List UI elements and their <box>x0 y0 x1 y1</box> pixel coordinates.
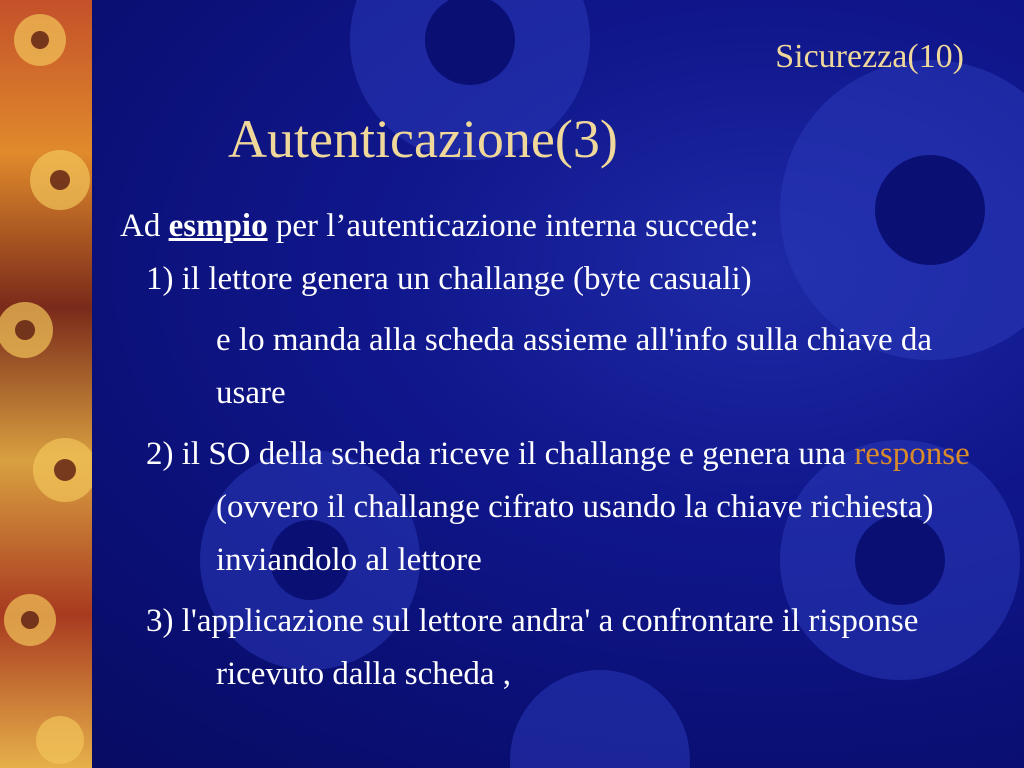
step-2-post: (ovvero il challange cifrato usando la chiave richiesta) inviandolo al lettore <box>216 489 934 578</box>
intro-emphasis: esmpio <box>168 208 268 244</box>
intro-pre: Ad <box>120 208 169 244</box>
step-2-accent: response <box>854 436 970 472</box>
intro-post: per l’autenticazione interna succede: <box>267 208 759 244</box>
slide-body <box>120 200 1000 701</box>
step-2-pre: 2) il SO della scheda riceve il challange e genera una <box>146 436 855 472</box>
step-2 <box>120 428 1000 587</box>
step-1: 1) il lettore genera un challange (byte casuali) <box>146 261 752 297</box>
slide-title: Autenticazione(3) <box>228 109 618 169</box>
decorative-gear-strip <box>0 0 92 768</box>
step-3: 3) l'applicazione sul lettore andra' a confrontare il risponse ricevuto dalla scheda , <box>146 603 919 692</box>
intro-line <box>120 200 1000 253</box>
step-1-continued: e lo manda alla scheda assieme all'info sulla chiave da usare <box>216 322 933 411</box>
section-label: Sicurezza(10) <box>775 38 964 75</box>
